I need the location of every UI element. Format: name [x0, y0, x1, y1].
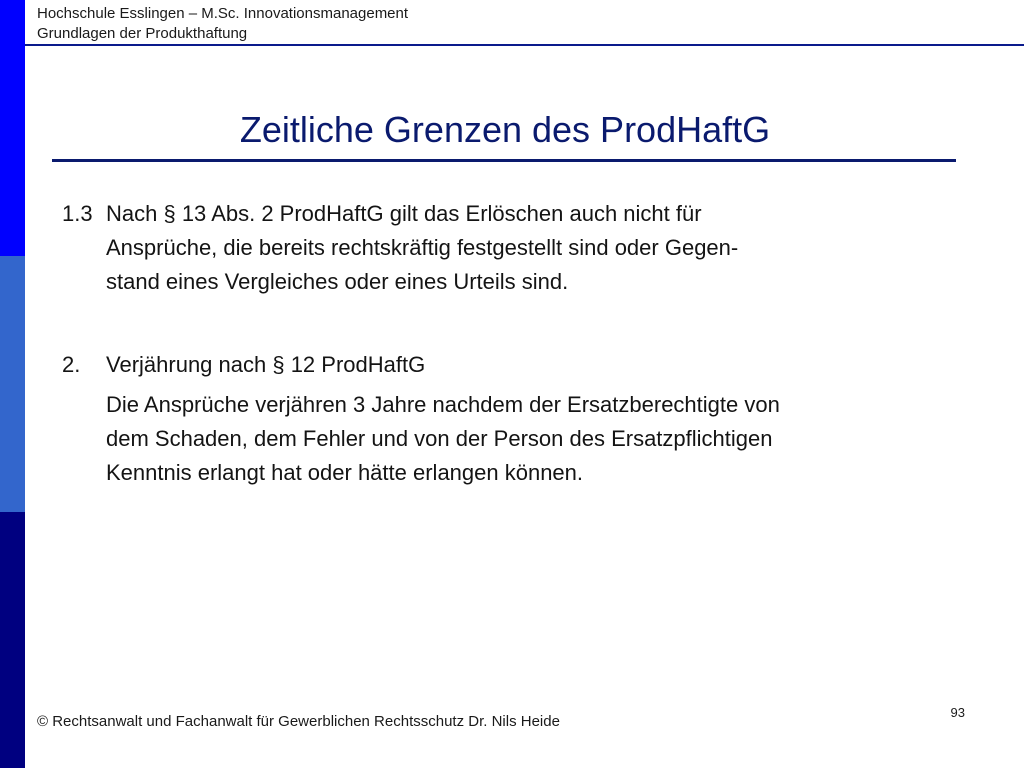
- text-line: Ansprüche, die bereits rechtskräftig festgestellt sind oder Gegen-: [106, 235, 739, 260]
- list-item-text: [106, 197, 738, 299]
- slide-header: [37, 4, 408, 44]
- list-item: [62, 348, 962, 382]
- page-number: 93: [950, 705, 965, 720]
- header-divider: [25, 44, 1024, 46]
- list-item: [62, 197, 962, 299]
- text-line: Kenntnis erlangt hat oder hätte erlangen können.: [106, 460, 584, 485]
- list-item-body: [62, 388, 962, 490]
- text-line: dem Schaden, dem Fehler und von der Person des Ersatzpflichtigen: [106, 426, 773, 451]
- text-line: stand eines Vergleiches oder eines Urteils sind.: [106, 269, 569, 294]
- header-institution: Hochschule Esslingen – M.Sc. Innovationsmanagement: [37, 5, 409, 22]
- list-item-heading: [106, 348, 425, 382]
- footer-copyright: © Rechtsanwalt und Fachanwalt für Gewerblichen Rechtsschutz Dr. Nils Heide: [37, 713, 560, 730]
- text-line: Verjährung nach § 12 ProdHaftG: [106, 352, 426, 377]
- side-stripe-top: [0, 0, 25, 256]
- list-item-text: [106, 388, 780, 490]
- side-stripe-bottom: [0, 512, 25, 768]
- list-item-number: 2.: [62, 352, 81, 377]
- slide-title: Zeitliche Grenzen des ProdHaftG: [239, 109, 771, 150]
- title-underline: [52, 159, 956, 162]
- text-line: Die Ansprüche verjähren 3 Jahre nachdem der Ersatzberechtigte von: [106, 392, 780, 417]
- side-stripe-middle: [0, 256, 25, 512]
- text-line: Nach § 13 Abs. 2 ProdHaftG gilt das Erlöschen auch nicht für: [106, 201, 702, 226]
- header-course: Grundlagen der Produkthaftung: [37, 25, 248, 42]
- list-item-number: 1.3: [62, 201, 93, 226]
